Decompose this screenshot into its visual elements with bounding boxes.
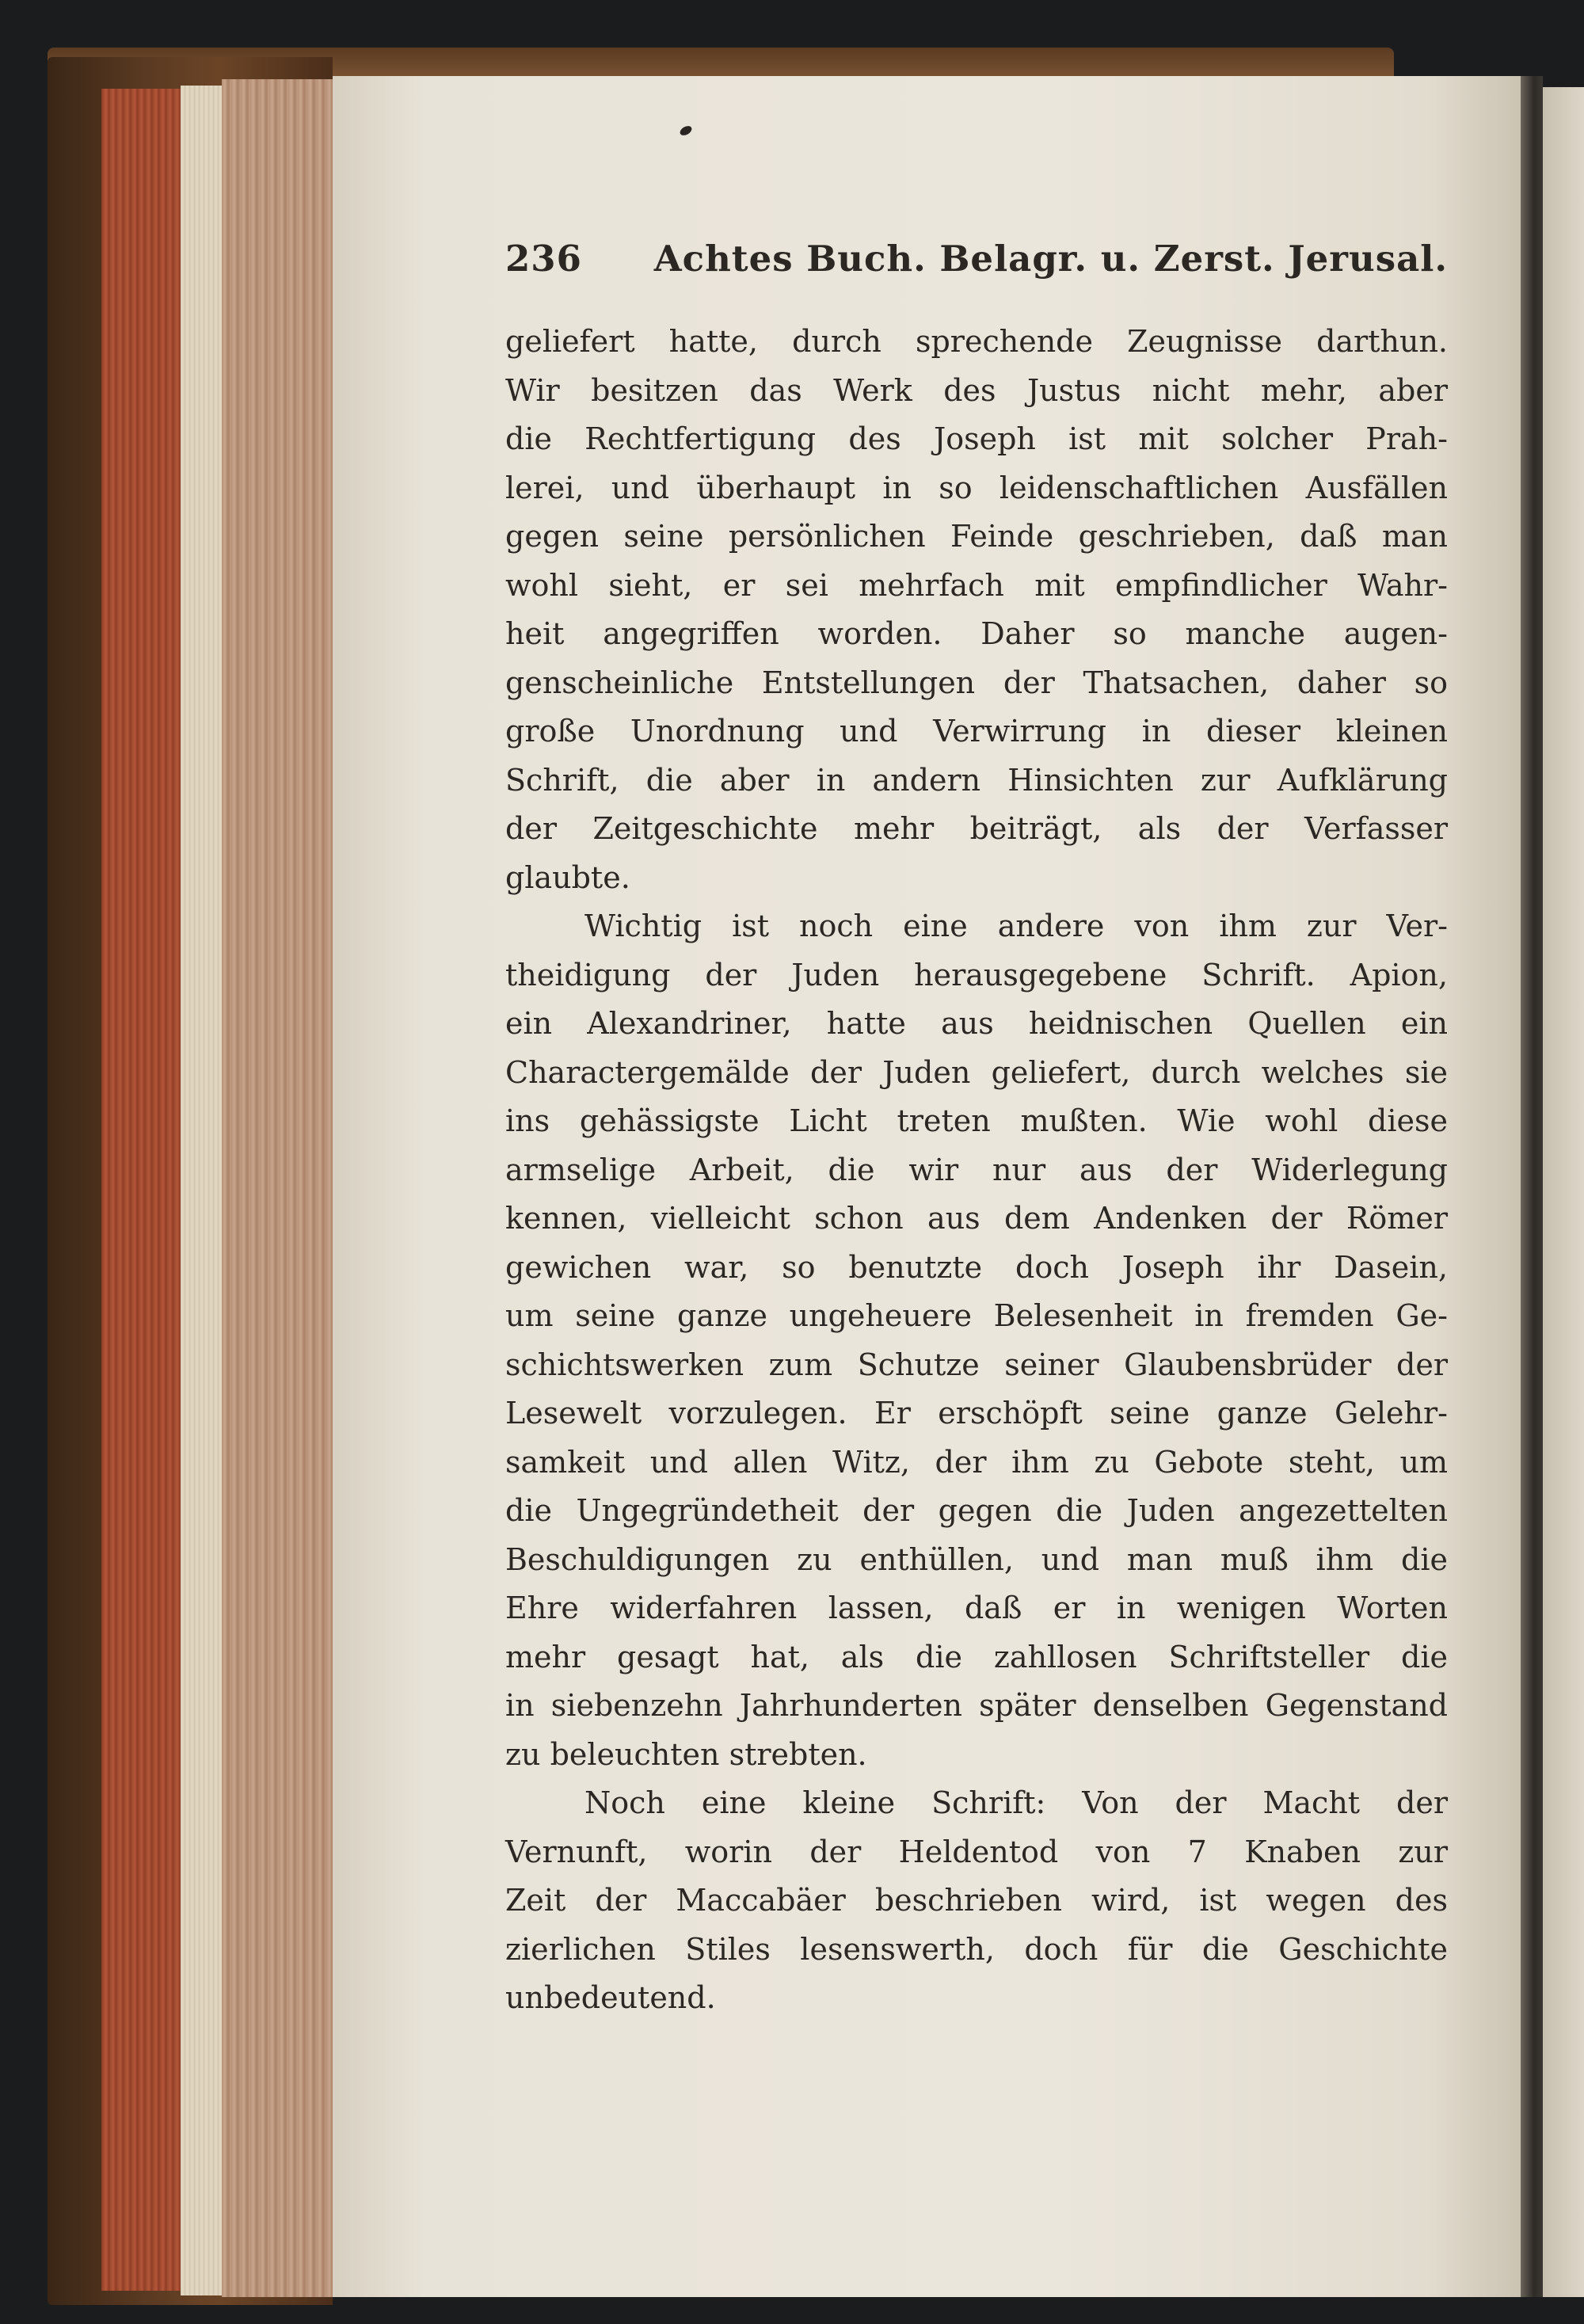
text-line: Ehre widerfahren lassen, daß er in wenigen Worten	[505, 1591, 1448, 1625]
text-line: schichtswerken zum Schutze seiner Glaubensbrüder der	[505, 1347, 1448, 1382]
facing-page-edge	[1543, 87, 1584, 2297]
text-line: große Unordnung und Verwirrung in dieser kleinen	[505, 714, 1448, 749]
text-line: gewichen war, so benutzte doch Joseph ihr Dasein,	[505, 1249, 1448, 1285]
text-line: samkeit und allen Witz, der ihm zu Gebote steht, um	[505, 1444, 1448, 1480]
text-line: zierlichen Stiles lesenswerth, doch für die Geschichte	[505, 1931, 1448, 1967]
text-line: ein Alexandriner, hatte aus heidnischen Quellen ein	[505, 1006, 1448, 1041]
text-line: Vernunft, worin der Heldentod von 7 Knaben zur	[505, 1834, 1448, 1869]
running-title: Achtes Buch. Belagr. u. Zerst. Jerusal.	[653, 238, 1448, 280]
text-line: ins gehässigste Licht treten mußten. Wie wohl diese	[505, 1103, 1448, 1138]
text-line: Schrift, die aber in andern Hinsichten zur Aufklärung	[505, 762, 1448, 798]
text-line: glaubte.	[505, 859, 630, 895]
paragraph-1	[505, 318, 1448, 902]
text-line: Beschuldigungen zu enthüllen, und man muß ihm die	[505, 1541, 1448, 1577]
text-line: zu beleuchten strebten.	[505, 1736, 867, 1772]
text-line: unbedeutend.	[505, 1980, 716, 2015]
text-line: lerei, und überhaupt in so leidenschaftlichen Ausfällen	[505, 470, 1448, 505]
text-line: der Zeitgeschichte mehr beiträgt, als der Verfasser	[505, 811, 1448, 846]
text-line: theidigung der Juden herausgegebene Schrift. Apion,	[505, 957, 1448, 992]
text-line: heit angegriffen worden. Daher so manche augen-	[505, 616, 1448, 651]
text-line: um seine ganze ungeheuere Belesenheit in fremden Ge-	[505, 1298, 1448, 1333]
page-edges-tan	[222, 79, 333, 2297]
page-text	[505, 238, 1448, 2023]
text-line: armselige Arbeit, die wir nur aus der Widerlegung	[505, 1152, 1448, 1187]
text-line: Wir besitzen das Werk des Justus nicht mehr, aber	[505, 372, 1448, 408]
text-line: die Rechtfertigung des Joseph ist mit solcher Prah-	[505, 421, 1448, 456]
text-line: kennen, vielleicht schon aus dem Andenken der Römer	[505, 1201, 1448, 1236]
running-header	[505, 238, 1448, 280]
text-line: die Ungegründetheit der gegen die Juden angezettelten	[505, 1493, 1448, 1528]
paragraph-3	[505, 1779, 1448, 2023]
text-line: Lesewelt vorzulegen. Er erschöpft seine ganze Gelehr-	[505, 1396, 1448, 1431]
paragraph-2	[505, 902, 1448, 1779]
text-line: geliefert hatte, durch sprechende Zeugnisse darthun.	[505, 324, 1448, 359]
page-edges-red	[101, 89, 181, 2291]
book-gutter	[1521, 76, 1543, 2297]
text-line: Noch eine kleine Schrift: Von der Macht der	[584, 1785, 1448, 1820]
text-line: Zeit der Maccabäer beschrieben wird, ist wegen des	[505, 1883, 1448, 1918]
text-line: Wichtig ist noch eine andere von ihm zur Ver-	[584, 909, 1448, 943]
text-line: gegen seine persönlichen Feinde geschrieben, daß man	[505, 519, 1448, 554]
text-line: genscheinliche Entstellungen der Thatsachen, daher so	[505, 665, 1448, 700]
page-edges-cream	[181, 86, 222, 2295]
text-line: Charactergemälde der Juden geliefert, durch welches sie	[505, 1054, 1448, 1090]
text-line: mehr gesagt hat, als die zahllosen Schriftsteller die	[505, 1639, 1448, 1674]
text-line: wohl sieht, er sei mehrfach mit empfindlicher Wahr-	[505, 567, 1448, 603]
text-line: in siebenzehn Jahrhunderten später denselben Gegenstand	[505, 1688, 1448, 1723]
page-number: 236	[505, 238, 582, 280]
